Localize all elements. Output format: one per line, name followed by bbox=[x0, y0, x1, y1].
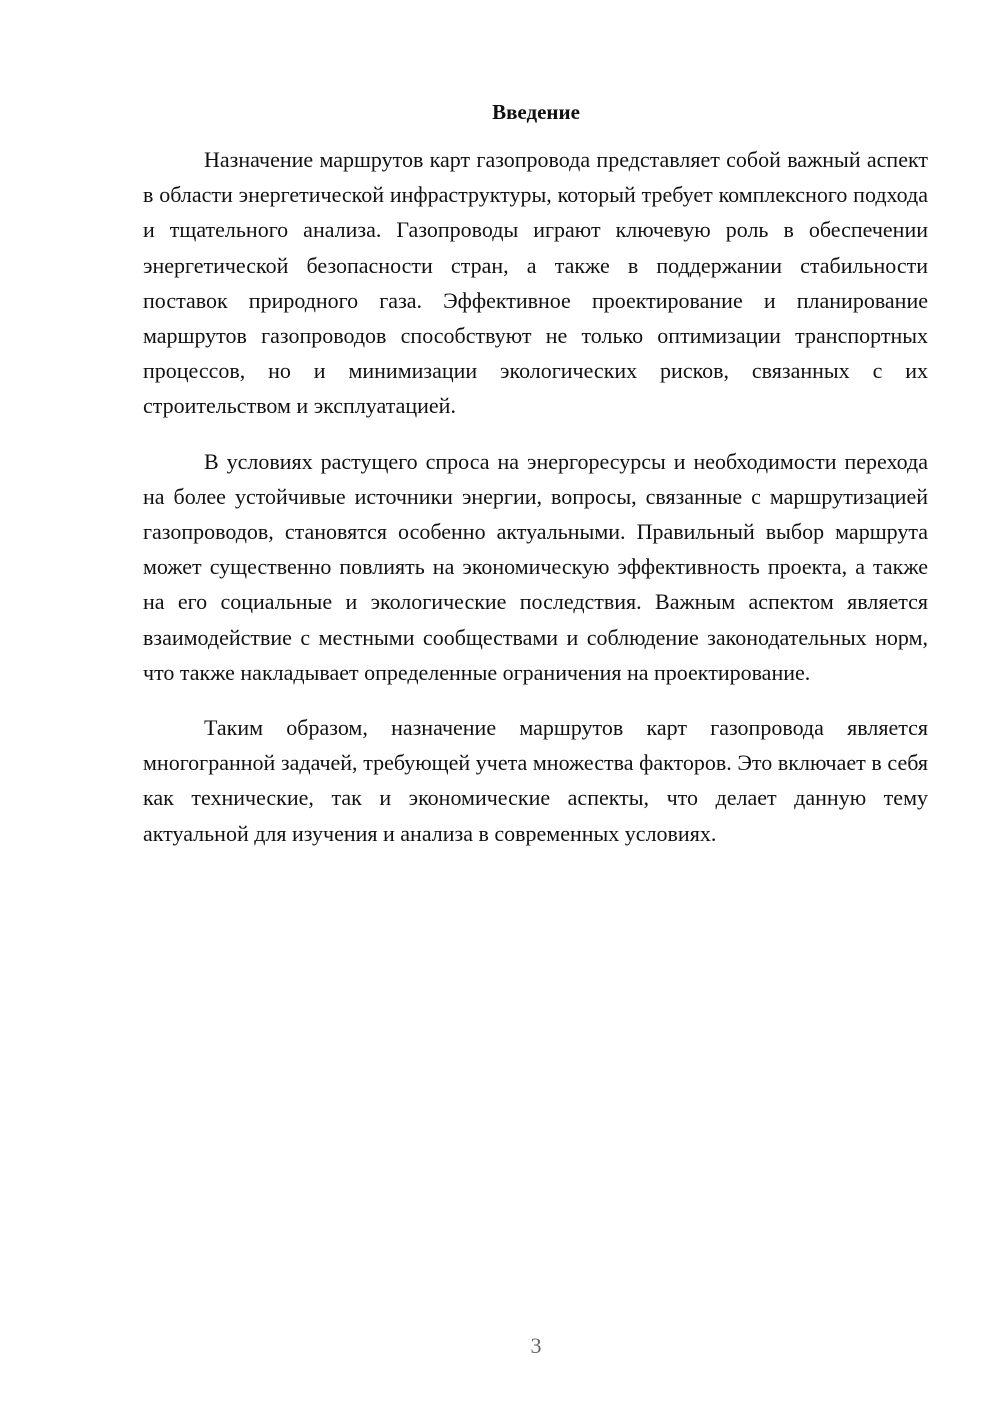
paragraph-2: В условиях растущего спроса на энергоресурсы и необходимости перехода на более устойчивые источники энергии, вопросы, связанные с маршрутизацией газопроводов, становятся особенно актуальными. Правильный выбор маршрута может существенно повлиять на экономическую эффективность проекта, а также на его социальные и экологические последствия. Важным аспектом является взаимодействие с местными сообществами и соблюдение законодательных норм, что также накладывает определенные ограничения на проектирование. bbox=[143, 448, 928, 685]
paragraph-3: Таким образом, назначение маршрутов карт газопровода является многогранной задачей, требующей учета множества факторов. Это включает в себя как технические, так и экономические аспекты, что делает данную тему актуальной для изучения и анализа в современных условиях. bbox=[143, 715, 928, 846]
paragraph-1: Назначение маршрутов карт газопровода представляет собой важный аспект в области энергетической инфраструктуры, который требует комплексного подхода и тщательного анализа. Газопроводы играют ключевую роль в обеспечении энергетической безопасности стран, а также в поддержании стабильности поставок природного газа. Эффективное проектирование и планирование маршрутов газопроводов способствуют не только оптимизации транспортных процессов, но и минимизации экологических рисков, связанных с их строительством и эксплуатацией. bbox=[143, 147, 928, 419]
page-title: Введение bbox=[492, 100, 580, 124]
page-number: 3 bbox=[530, 1333, 542, 1358]
document-body bbox=[143, 142, 928, 851]
